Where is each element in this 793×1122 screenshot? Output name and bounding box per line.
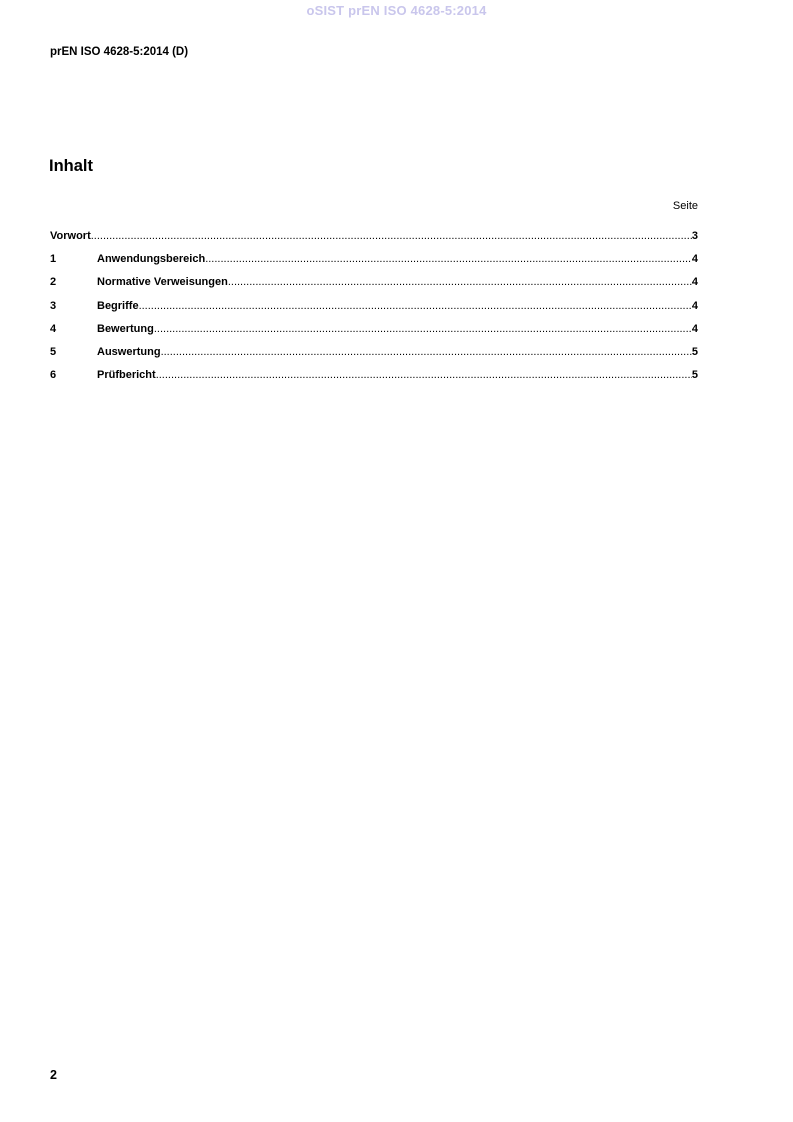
toc-entry-page: 5 bbox=[691, 345, 698, 358]
toc-entry-title: Auswertung bbox=[97, 345, 161, 358]
toc-entry-page: 4 bbox=[691, 299, 698, 312]
toc-entry-page: 4 bbox=[691, 253, 698, 266]
toc-entry-auswertung[interactable] bbox=[50, 346, 698, 369]
toc-dot-leader bbox=[228, 276, 692, 288]
toc-entry-page: 3 bbox=[691, 230, 698, 242]
toc-entry-anwendungsbereich[interactable] bbox=[50, 253, 698, 276]
toc-entry-title: Anwendungsbereich bbox=[97, 253, 206, 266]
toc-entry-normative-verweisungen[interactable] bbox=[50, 276, 698, 299]
toc-dot-leader bbox=[161, 346, 692, 358]
toc-entry-bewertung[interactable] bbox=[50, 323, 698, 346]
toc-heading: Inhalt bbox=[49, 157, 93, 175]
toc-entry-title: Bewertung bbox=[97, 322, 154, 335]
toc-entry-page: 5 bbox=[691, 369, 698, 382]
toc-entry-title: Prüfbericht bbox=[97, 369, 156, 382]
toc-entry-title: Begriffe bbox=[97, 299, 139, 312]
toc-entry-number: 2 bbox=[50, 276, 57, 289]
toc-entry-page: 4 bbox=[691, 276, 698, 289]
toc-entry-title: Normative Verweisungen bbox=[97, 276, 228, 289]
toc-entry-number: 3 bbox=[50, 299, 57, 312]
toc-dot-leader bbox=[205, 253, 692, 265]
watermark: oSIST prEN ISO 4628-5:2014 bbox=[306, 3, 487, 18]
toc-entry-number: 4 bbox=[50, 322, 57, 335]
toc-entry-pruefbericht[interactable] bbox=[50, 369, 698, 392]
toc-dot-leader bbox=[91, 230, 692, 242]
toc-entry-number: 6 bbox=[50, 369, 57, 382]
toc-entry-title: Vorwort bbox=[50, 230, 91, 242]
toc-dot-leader bbox=[154, 323, 692, 335]
toc-dot-leader bbox=[139, 300, 692, 312]
toc-entry-page: 4 bbox=[691, 322, 698, 335]
toc-entry-number: 5 bbox=[50, 345, 57, 358]
table-of-contents bbox=[50, 230, 698, 392]
page-column-label: Seite bbox=[672, 200, 698, 212]
toc-entry-vorwort[interactable] bbox=[50, 230, 698, 253]
toc-dot-leader bbox=[156, 369, 692, 381]
toc-entry-number: 1 bbox=[50, 253, 57, 266]
page-number: 2 bbox=[50, 1068, 57, 1082]
document-id: prEN ISO 4628-5:2014 (D) bbox=[50, 46, 189, 58]
toc-entry-begriffe[interactable] bbox=[50, 300, 698, 323]
